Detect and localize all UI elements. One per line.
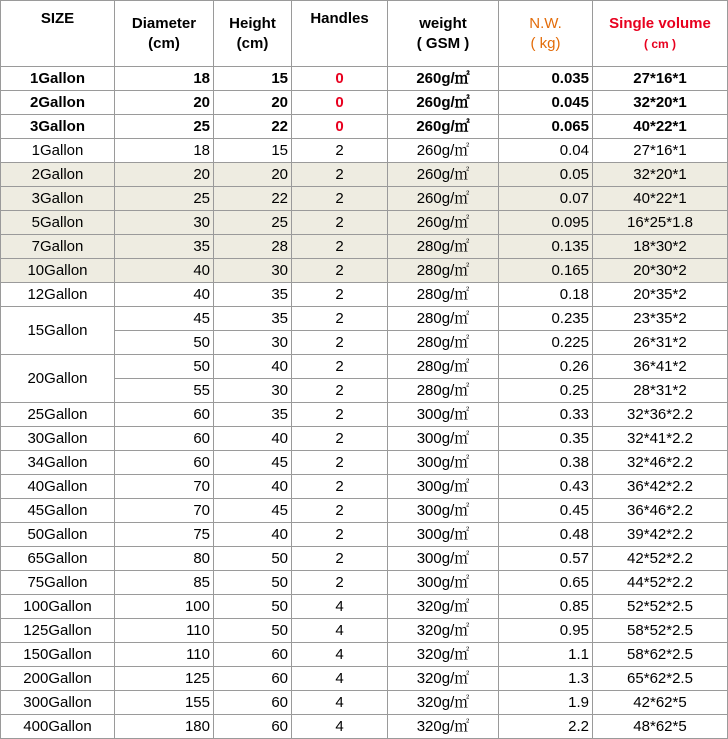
cell-handles: 2 [292, 187, 388, 211]
cell-size: 2Gallon [1, 91, 115, 115]
cell-handles: 2 [292, 547, 388, 571]
cell-weight: 320g/㎡ [388, 643, 499, 667]
table-row [1, 571, 728, 595]
cell-net-weight: 1.3 [499, 667, 593, 691]
cell-handles: 0 [292, 67, 388, 91]
cell-handles: 2 [292, 571, 388, 595]
cell-handles: 2 [292, 307, 388, 331]
cell-height: 40 [214, 427, 292, 451]
header-diameter [115, 1, 214, 67]
cell-handles: 2 [292, 403, 388, 427]
table-row [1, 475, 728, 499]
cell-size: 30Gallon [1, 427, 115, 451]
cell-diameter: 20 [115, 91, 214, 115]
table-row [1, 691, 728, 715]
cell-height: 50 [214, 571, 292, 595]
cell-diameter: 110 [115, 619, 214, 643]
cell-diameter: 18 [115, 67, 214, 91]
cell-diameter: 40 [115, 259, 214, 283]
cell-handles: 0 [292, 91, 388, 115]
cell-single-volume: 32*36*2.2 [593, 403, 728, 427]
cell-weight: 300g/㎡ [388, 403, 499, 427]
cell-diameter: 25 [115, 187, 214, 211]
cell-handles: 2 [292, 499, 388, 523]
cell-handles: 4 [292, 595, 388, 619]
cell-single-volume: 28*31*2 [593, 379, 728, 403]
cell-height: 40 [214, 475, 292, 499]
cell-weight: 260g/㎡ [388, 139, 499, 163]
cell-height: 20 [214, 91, 292, 115]
header-single-volume-unit: ( cm ) [643, 36, 676, 51]
cell-diameter: 20 [115, 163, 214, 187]
cell-size: 400Gallon [1, 715, 115, 739]
cell-single-volume: 26*31*2 [593, 331, 728, 355]
cell-net-weight: 0.095 [499, 211, 593, 235]
table-row [1, 451, 728, 475]
cell-size: 100Gallon [1, 595, 115, 619]
cell-weight: 280g/㎡ [388, 235, 499, 259]
cell-weight: 260g/㎡ [388, 211, 499, 235]
cell-size: 300Gallon [1, 691, 115, 715]
cell-handles: 4 [292, 667, 388, 691]
cell-size: 15Gallon [1, 307, 115, 355]
cell-diameter: 60 [115, 451, 214, 475]
cell-weight: 300g/㎡ [388, 499, 499, 523]
cell-weight: 320g/㎡ [388, 667, 499, 691]
table-row [1, 235, 728, 259]
table-row [1, 595, 728, 619]
cell-single-volume: 40*22*1 [593, 115, 728, 139]
cell-size: 1Gallon [1, 139, 115, 163]
cell-net-weight: 0.045 [499, 91, 593, 115]
cell-height: 30 [214, 379, 292, 403]
cell-weight: 300g/㎡ [388, 547, 499, 571]
cell-single-volume: 65*62*2.5 [593, 667, 728, 691]
table-row [1, 667, 728, 691]
cell-handles: 2 [292, 523, 388, 547]
cell-handles: 2 [292, 379, 388, 403]
cell-size: 40Gallon [1, 475, 115, 499]
cell-size: 5Gallon [1, 211, 115, 235]
header-height [214, 1, 292, 67]
cell-net-weight: 0.38 [499, 451, 593, 475]
cell-handles: 2 [292, 355, 388, 379]
cell-diameter: 60 [115, 427, 214, 451]
cell-net-weight: 0.45 [499, 499, 593, 523]
cell-size: 12Gallon [1, 283, 115, 307]
cell-weight: 280g/㎡ [388, 307, 499, 331]
cell-weight: 260g/㎡ [388, 163, 499, 187]
header-diameter-label: Diameter [131, 14, 197, 32]
cell-size: 7Gallon [1, 235, 115, 259]
cell-height: 60 [214, 667, 292, 691]
cell-single-volume: 32*20*1 [593, 163, 728, 187]
cell-net-weight: 0.35 [499, 427, 593, 451]
cell-net-weight: 0.65 [499, 571, 593, 595]
cell-single-volume: 18*30*2 [593, 235, 728, 259]
cell-weight: 320g/㎡ [388, 595, 499, 619]
cell-size: 25Gallon [1, 403, 115, 427]
cell-single-volume: 48*62*5 [593, 715, 728, 739]
cell-size: 3Gallon [1, 115, 115, 139]
cell-single-volume: 27*16*1 [593, 139, 728, 163]
cell-height: 28 [214, 235, 292, 259]
table-row [1, 163, 728, 187]
cell-diameter: 35 [115, 235, 214, 259]
table-row [1, 67, 728, 91]
cell-single-volume: 42*62*5 [593, 691, 728, 715]
table-row [1, 547, 728, 571]
cell-weight: 300g/㎡ [388, 523, 499, 547]
table-body [1, 67, 728, 739]
cell-weight: 260g/㎡ [388, 91, 499, 115]
cell-diameter: 100 [115, 595, 214, 619]
cell-weight: 260g/㎡ [388, 67, 499, 91]
cell-diameter: 50 [115, 331, 214, 355]
cell-net-weight: 0.035 [499, 67, 593, 91]
table-row [1, 643, 728, 667]
cell-handles: 4 [292, 643, 388, 667]
cell-height: 35 [214, 283, 292, 307]
cell-net-weight: 0.135 [499, 235, 593, 259]
cell-height: 22 [214, 115, 292, 139]
cell-handles: 2 [292, 139, 388, 163]
cell-net-weight: 0.235 [499, 307, 593, 331]
cell-size: 200Gallon [1, 667, 115, 691]
header-single-volume-label: Single volume [609, 14, 711, 32]
cell-size: 75Gallon [1, 571, 115, 595]
cell-weight: 280g/㎡ [388, 331, 499, 355]
header-diameter-unit: (cm) [148, 34, 180, 52]
cell-diameter: 75 [115, 523, 214, 547]
cell-single-volume: 36*41*2 [593, 355, 728, 379]
cell-weight: 320g/㎡ [388, 619, 499, 643]
cell-diameter: 125 [115, 667, 214, 691]
cell-weight: 320g/㎡ [388, 691, 499, 715]
table-row [1, 715, 728, 739]
table-row [1, 187, 728, 211]
cell-height: 20 [214, 163, 292, 187]
cell-net-weight: 0.07 [499, 187, 593, 211]
header-height-unit: (cm) [236, 34, 269, 52]
header-row [1, 1, 728, 67]
table-row [1, 139, 728, 163]
header-size: SIZE [1, 1, 115, 67]
cell-weight: 320g/㎡ [388, 715, 499, 739]
cell-size: 20Gallon [1, 355, 115, 403]
cell-handles: 2 [292, 163, 388, 187]
cell-single-volume: 42*52*2.2 [593, 547, 728, 571]
table-row [1, 91, 728, 115]
cell-diameter: 70 [115, 475, 214, 499]
cell-height: 30 [214, 259, 292, 283]
cell-net-weight: 0.165 [499, 259, 593, 283]
cell-size: 45Gallon [1, 499, 115, 523]
cell-weight: 300g/㎡ [388, 571, 499, 595]
cell-size: 1Gallon [1, 67, 115, 91]
cell-diameter: 55 [115, 379, 214, 403]
cell-net-weight: 1.1 [499, 643, 593, 667]
cell-handles: 2 [292, 427, 388, 451]
header-net-weight-label: N.W. [529, 14, 562, 32]
cell-weight: 300g/㎡ [388, 475, 499, 499]
cell-height: 15 [214, 139, 292, 163]
cell-net-weight: 2.2 [499, 715, 593, 739]
cell-size: 3Gallon [1, 187, 115, 211]
cell-height: 60 [214, 715, 292, 739]
cell-diameter: 30 [115, 211, 214, 235]
cell-net-weight: 0.225 [499, 331, 593, 355]
cell-net-weight: 1.9 [499, 691, 593, 715]
cell-single-volume: 58*62*2.5 [593, 643, 728, 667]
table-row [1, 115, 728, 139]
table-row [1, 427, 728, 451]
cell-size: 34Gallon [1, 451, 115, 475]
cell-net-weight: 0.05 [499, 163, 593, 187]
cell-weight: 280g/㎡ [388, 355, 499, 379]
cell-diameter: 110 [115, 643, 214, 667]
cell-net-weight: 0.04 [499, 139, 593, 163]
cell-diameter: 25 [115, 115, 214, 139]
header-single-volume [593, 1, 728, 67]
cell-height: 50 [214, 619, 292, 643]
cell-height: 35 [214, 403, 292, 427]
header-weight [388, 1, 499, 67]
cell-height: 35 [214, 307, 292, 331]
header-weight-unit: ( GSM ) [416, 34, 470, 52]
cell-handles: 4 [292, 619, 388, 643]
cell-height: 50 [214, 547, 292, 571]
cell-diameter: 60 [115, 403, 214, 427]
cell-handles: 4 [292, 715, 388, 739]
cell-single-volume: 32*41*2.2 [593, 427, 728, 451]
cell-size: 10Gallon [1, 259, 115, 283]
table-row [1, 523, 728, 547]
table-row [1, 499, 728, 523]
header-weight-label: weight [419, 14, 467, 32]
cell-height: 45 [214, 451, 292, 475]
cell-size: 2Gallon [1, 163, 115, 187]
cell-single-volume: 36*46*2.2 [593, 499, 728, 523]
cell-net-weight: 0.065 [499, 115, 593, 139]
cell-height: 40 [214, 523, 292, 547]
cell-handles: 0 [292, 115, 388, 139]
cell-handles: 2 [292, 259, 388, 283]
cell-height: 60 [214, 691, 292, 715]
cell-net-weight: 0.48 [499, 523, 593, 547]
cell-height: 25 [214, 211, 292, 235]
header-height-label: Height [229, 14, 276, 32]
cell-handles: 2 [292, 331, 388, 355]
cell-diameter: 80 [115, 547, 214, 571]
cell-net-weight: 0.57 [499, 547, 593, 571]
cell-diameter: 155 [115, 691, 214, 715]
cell-net-weight: 0.33 [499, 403, 593, 427]
cell-size: 50Gallon [1, 523, 115, 547]
table-row [1, 619, 728, 643]
cell-diameter: 18 [115, 139, 214, 163]
cell-diameter: 50 [115, 355, 214, 379]
cell-weight: 260g/㎡ [388, 115, 499, 139]
cell-height: 30 [214, 331, 292, 355]
cell-net-weight: 0.18 [499, 283, 593, 307]
cell-single-volume: 27*16*1 [593, 67, 728, 91]
table-row [1, 355, 728, 379]
cell-single-volume: 40*22*1 [593, 187, 728, 211]
cell-weight: 280g/㎡ [388, 283, 499, 307]
cell-single-volume: 58*52*2.5 [593, 619, 728, 643]
cell-single-volume: 39*42*2.2 [593, 523, 728, 547]
cell-single-volume: 32*46*2.2 [593, 451, 728, 475]
cell-height: 22 [214, 187, 292, 211]
cell-single-volume: 20*30*2 [593, 259, 728, 283]
cell-single-volume: 23*35*2 [593, 307, 728, 331]
cell-single-volume: 20*35*2 [593, 283, 728, 307]
header-net-weight-unit: ( kg) [530, 34, 561, 52]
cell-handles: 2 [292, 283, 388, 307]
cell-net-weight: 0.26 [499, 355, 593, 379]
cell-weight: 280g/㎡ [388, 259, 499, 283]
cell-weight: 300g/㎡ [388, 451, 499, 475]
cell-single-volume: 32*20*1 [593, 91, 728, 115]
cell-diameter: 70 [115, 499, 214, 523]
cell-net-weight: 0.95 [499, 619, 593, 643]
table-row [1, 307, 728, 331]
cell-height: 60 [214, 643, 292, 667]
cell-weight: 280g/㎡ [388, 379, 499, 403]
table-row [1, 259, 728, 283]
cell-handles: 2 [292, 451, 388, 475]
cell-single-volume: 16*25*1.8 [593, 211, 728, 235]
cell-single-volume: 36*42*2.2 [593, 475, 728, 499]
cell-height: 15 [214, 67, 292, 91]
cell-size: 150Gallon [1, 643, 115, 667]
cell-height: 45 [214, 499, 292, 523]
cell-height: 40 [214, 355, 292, 379]
cell-single-volume: 44*52*2.2 [593, 571, 728, 595]
cell-handles: 4 [292, 691, 388, 715]
cell-size: 65Gallon [1, 547, 115, 571]
cell-height: 50 [214, 595, 292, 619]
header-net-weight [499, 1, 593, 67]
table-row [1, 283, 728, 307]
table-row [1, 403, 728, 427]
table-row [1, 211, 728, 235]
cell-diameter: 45 [115, 307, 214, 331]
cell-net-weight: 0.85 [499, 595, 593, 619]
cell-handles: 2 [292, 211, 388, 235]
cell-net-weight: 0.25 [499, 379, 593, 403]
cell-handles: 2 [292, 475, 388, 499]
cell-size: 125Gallon [1, 619, 115, 643]
cell-single-volume: 52*52*2.5 [593, 595, 728, 619]
cell-diameter: 85 [115, 571, 214, 595]
cell-net-weight: 0.43 [499, 475, 593, 499]
cell-handles: 2 [292, 235, 388, 259]
cell-diameter: 40 [115, 283, 214, 307]
cell-weight: 300g/㎡ [388, 427, 499, 451]
cell-diameter: 180 [115, 715, 214, 739]
cell-weight: 260g/㎡ [388, 187, 499, 211]
header-handles: Handles [292, 1, 388, 67]
